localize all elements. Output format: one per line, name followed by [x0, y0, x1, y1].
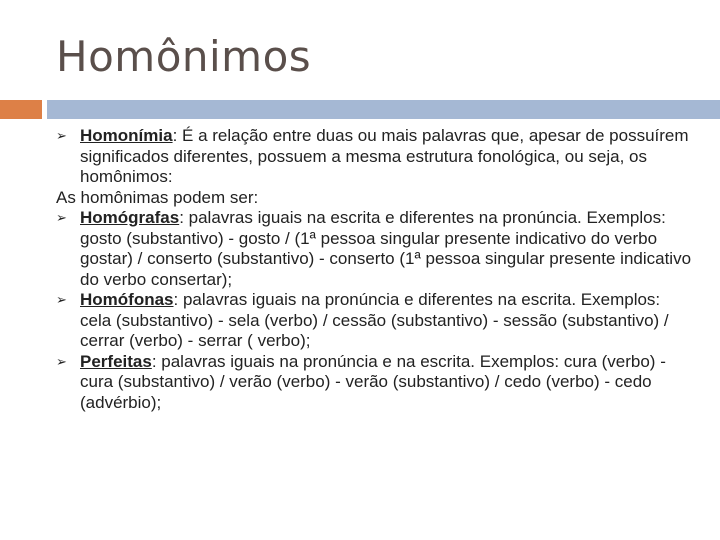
bullet-item-homofonas	[56, 290, 696, 352]
accent-bar-blue	[47, 100, 720, 119]
page-title: Homônimos	[56, 32, 312, 81]
accent-bar-orange	[0, 100, 42, 119]
definition-homonimia: : É a relação entre duas ou mais palavras que, apesar de possuírem significados diferentes, possuem a mesma estrutura fonológica, ou seja, os homônimos:	[80, 126, 689, 186]
slide-content	[56, 126, 696, 413]
arrow-bullet-icon: ➢	[56, 292, 67, 307]
bullet-item-homografas	[56, 208, 696, 290]
term-homonimia: Homonímia	[80, 126, 173, 145]
term-homografas: Homógrafas	[80, 208, 180, 227]
definition-homografas: : palavras iguais na escrita e diferentes na pronúncia. Exemplos: gosto (substantivo) - gosto / (1ª pessoa singular presente indicativo do verbo gostar) / conserto (substantivo) - conserto (1ª pessoa singular presente indicativo do verbo consertar);	[80, 208, 692, 289]
intro-text: As homônimas podem ser:	[56, 187, 259, 207]
arrow-bullet-icon: ➢	[56, 128, 67, 143]
arrow-bullet-icon: ➢	[56, 210, 67, 225]
term-perfeitas: Perfeitas	[80, 351, 152, 371]
definition-homofonas: : palavras iguais na pronúncia e diferentes na escrita. Exemplos: cela (substantivo) - sela (verbo) / cessão (substantivo) - sessão (substantivo) / cerrar (verbo) - serrar ( verbo);	[80, 290, 669, 350]
bullet-item-homonimia	[56, 126, 696, 188]
arrow-bullet-icon: ➢	[56, 353, 67, 369]
definition-perfeitas: : palavras iguais na pronúncia e na escrita. Exemplos: cura (verbo) - cura (substantivo) / verão (verbo) - verão (substantivo) / cedo (verbo) - cedo (advérbio);	[80, 351, 666, 412]
bullet-item-perfeitas	[56, 352, 696, 414]
term-homofonas: Homófonas	[80, 290, 174, 309]
